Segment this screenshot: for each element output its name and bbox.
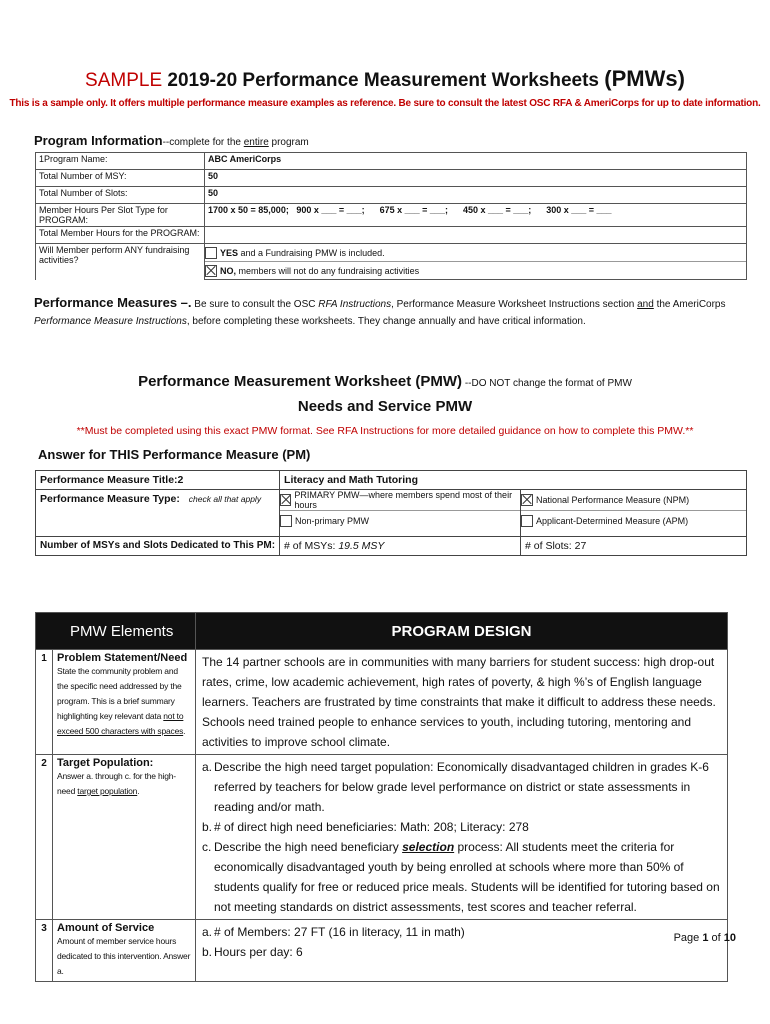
msy-label: Total Number of MSY: bbox=[36, 170, 205, 187]
problem-statement-text: The 14 partner schools are in communities with many barriers for student success: high drop-out rates, crime, low academic achievement, high rates of poverty, & high %’s of English language learners. Teachers are frustrated by time constraints that make it difficult to address these needs. Schools need trained people to enhance services to youth, including tutoring, mentoring and activities to improve school climate. bbox=[196, 650, 728, 755]
nonprimary-pmw-checkbox[interactable] bbox=[280, 515, 292, 527]
pm-type-primary-cell bbox=[280, 490, 521, 537]
fundraising-label: Will Member perform ANY fundraising activities? bbox=[36, 244, 205, 280]
list-item: b. Hours per day: 6 bbox=[202, 945, 303, 959]
performance-measures-heading: Performance Measures –. bbox=[34, 295, 192, 310]
list-item: a. Describe the high need target population: Economically disadvantaged children in grades K-6 referred by teachers for below grade level performance on district or state assessments in reading and/or math. bbox=[202, 760, 709, 814]
program-info-note-underline: entire bbox=[243, 137, 269, 148]
table-row bbox=[36, 204, 747, 227]
worksheet-warning: **Must be completed using this exact PMW format. See RFA Instructions for more detailed guidance on how to complete this PMW.** bbox=[76, 425, 694, 437]
performance-measures-paragraph bbox=[34, 294, 744, 330]
element-description: Answer a. through c. for the high-need target population. bbox=[57, 771, 176, 796]
table-row bbox=[36, 187, 747, 204]
primary-pmw-checkbox[interactable] bbox=[280, 494, 291, 506]
program-info-heading bbox=[34, 133, 309, 148]
table-row bbox=[36, 153, 747, 170]
pm-text-1: Be sure to consult the OSC bbox=[191, 299, 319, 310]
row-number: 2 bbox=[36, 755, 53, 920]
list-item: b. # of direct high need beneficiaries: Math: 208; Literacy: 278 bbox=[202, 820, 529, 834]
pm-text-2: , Performance Measure Worksheet Instructions section bbox=[391, 299, 638, 310]
msy-value: 19.5 MSY bbox=[338, 540, 385, 552]
pm-type-label-cell bbox=[36, 490, 280, 537]
worksheet-title-note: --DO NOT change the format of PMW bbox=[462, 378, 632, 389]
page-number: Page 1 of 10 bbox=[673, 932, 736, 944]
worksheet-title-text: Performance Measurement Worksheet (PMW) bbox=[138, 373, 463, 390]
element-description: Amount of member service hours dedicated to this intervention. Answer a. bbox=[57, 936, 191, 976]
fundraising-no-text: NO, members will not do any fundraising activities bbox=[220, 265, 420, 276]
fundraising-no-checkbox[interactable] bbox=[205, 265, 217, 277]
worksheet-title bbox=[0, 373, 770, 390]
program-info-table bbox=[35, 152, 747, 280]
program-name-label: 1Program Name: bbox=[36, 153, 205, 170]
pm-text-3: the AmeriCorps bbox=[653, 299, 726, 310]
list-item: c. Describe the high need beneficiary selection process: All students meet the criteria for economically disadvantaged youth by being enrolled at schools where more than 50% of students qualify for free or reduced price meals. Students will be identified for tutoring based on not meeting standards on district assessments, test scores and teacher referral. bbox=[202, 840, 720, 914]
table-row bbox=[36, 244, 747, 280]
apm-checkbox[interactable] bbox=[521, 515, 533, 527]
program-design-table bbox=[35, 612, 728, 982]
pm-text-italic-2: Performance Measure Instructions bbox=[34, 316, 187, 327]
apm-label: Applicant-Determined Measure (APM) bbox=[536, 516, 689, 526]
pm-text-italic-1: RFA Instructions bbox=[318, 299, 392, 310]
document-subtitle: This is a sample only. It offers multiple performance measure examples as reference. Be sure to consult the latest OSC RFA & AmeriCorps for up to date information. bbox=[9, 98, 761, 109]
total-hours-label: Total Member Hours for the PROGRAM: bbox=[36, 227, 205, 244]
npm-checkbox[interactable] bbox=[521, 494, 533, 506]
program-info-note-pre: --complete for the bbox=[162, 137, 244, 148]
program-name-value: ABC AmeriCorps bbox=[205, 153, 747, 170]
list-item: a. # of Members: 27 FT (16 in literacy, 11 in math) bbox=[202, 925, 465, 939]
fundraising-options bbox=[205, 244, 747, 280]
target-population-cell bbox=[196, 755, 728, 920]
table-row bbox=[36, 471, 747, 490]
slots-value: 50 bbox=[205, 187, 747, 204]
member-hours-value: 1700 x 50 = 85,000; 900 x ___ = ___; 675 x ___ = ___; 450 x ___ = ___; 300 x ___ = ___ bbox=[205, 204, 747, 227]
pm-text-4: , before completing these worksheets. They change annually and have critical information. bbox=[186, 316, 586, 327]
table-row bbox=[36, 227, 747, 244]
pm-text-underline: and bbox=[637, 299, 654, 310]
msy-value-cell bbox=[280, 537, 521, 556]
total-hours-value bbox=[205, 227, 747, 244]
msy-value-label: # of MSYs: bbox=[284, 540, 339, 552]
npm-label: National Performance Measure (NPM) bbox=[536, 495, 690, 505]
slots-label: Total Number of Slots: bbox=[36, 187, 205, 204]
table-row bbox=[36, 920, 728, 982]
table-row bbox=[36, 755, 728, 920]
pm-title-value: Literacy and Math Tutoring bbox=[280, 471, 747, 490]
program-design-header: PROGRAM DESIGN bbox=[196, 613, 728, 650]
pm-type-note: check all that apply bbox=[188, 494, 262, 504]
document-title bbox=[0, 66, 770, 92]
pm-type-label: Performance Measure Type: bbox=[40, 493, 180, 505]
element-title: Problem Statement/Need bbox=[57, 652, 188, 664]
element-cell bbox=[53, 920, 196, 982]
pm-title-label: Performance Measure Title:2 bbox=[36, 471, 280, 490]
slots-value-cell: # of Slots: 27 bbox=[521, 537, 747, 556]
primary-pmw-label: PRIMARY PMW—where members spend most of their hours bbox=[294, 490, 513, 510]
row-number: 3 bbox=[36, 920, 53, 982]
element-title: Target Population: bbox=[57, 757, 154, 769]
pmw-elements-header: PMW Elements bbox=[36, 613, 196, 650]
table-header-row bbox=[36, 613, 728, 650]
element-description: State the community problem and the specific need addressed by the program. This is a brief summary highlighting key relevant data not to exceed 500 characters with spaces. bbox=[57, 666, 186, 736]
fundraising-yes-checkbox[interactable] bbox=[205, 247, 217, 259]
element-cell bbox=[53, 650, 196, 755]
member-hours-label: Member Hours Per Slot Type for PROGRAM: bbox=[36, 204, 205, 227]
msy-slots-label: Number of MSYs and Slots Dedicated to This PM: bbox=[36, 537, 280, 556]
msy-value: 50 bbox=[205, 170, 747, 187]
title-main: 2019-20 Performance Measurement Worksheets bbox=[162, 70, 605, 91]
pm-details-table bbox=[35, 470, 747, 556]
fundraising-yes-text: YES and a Fundraising PMW is included. bbox=[220, 247, 385, 258]
element-cell bbox=[53, 755, 196, 920]
table-row bbox=[36, 170, 747, 187]
worksheet-subtitle: Needs and Service PMW bbox=[297, 398, 473, 415]
program-info-note-post: program bbox=[268, 137, 309, 148]
table-row bbox=[36, 537, 747, 556]
program-info-title: Program Information bbox=[34, 133, 163, 148]
title-pmws: (PMWs) bbox=[604, 66, 685, 91]
table-row bbox=[36, 650, 728, 755]
element-title: Amount of Service bbox=[57, 922, 155, 934]
title-sample: SAMPLE bbox=[85, 70, 163, 91]
pm-type-measure-cell bbox=[521, 490, 747, 537]
amount-of-service-cell bbox=[196, 920, 728, 982]
answer-heading: Answer for THIS Performance Measure (PM) bbox=[38, 447, 311, 462]
row-number: 1 bbox=[36, 650, 53, 755]
nonprimary-pmw-label: Non-primary PMW bbox=[295, 516, 370, 526]
table-row bbox=[36, 490, 747, 537]
